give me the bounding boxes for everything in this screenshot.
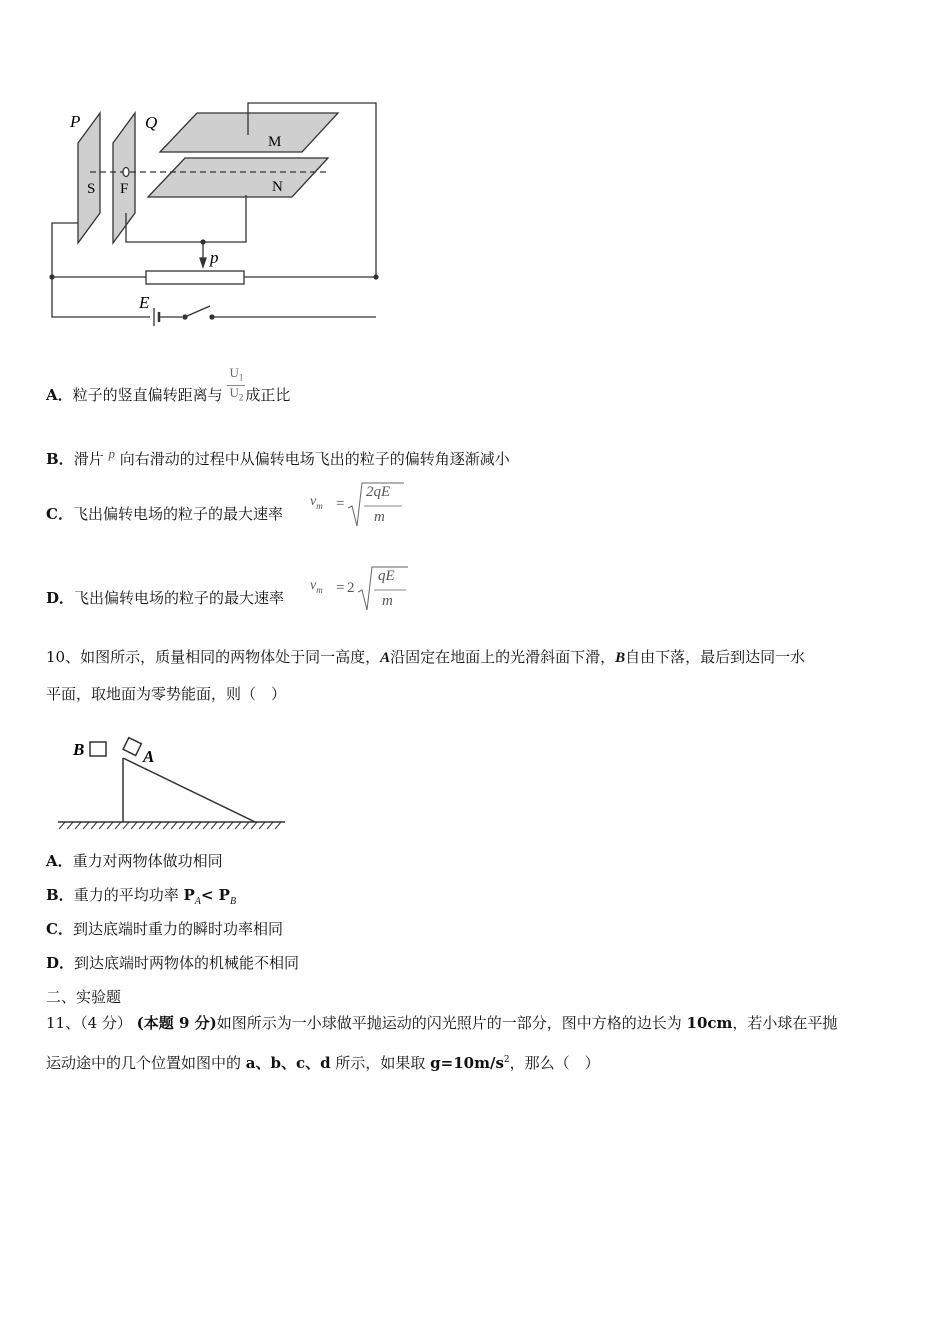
label-b: B xyxy=(73,740,85,759)
label-f: F xyxy=(120,181,129,197)
q10-option-d: D．到达底端时两物体的机械能不相同 xyxy=(46,954,300,972)
label-s: S xyxy=(87,181,96,197)
q10-option-c: C．到达底端时重力的瞬时功率相同 xyxy=(46,920,283,938)
q10-option-a: A．重力对两物体做功相同 xyxy=(46,852,223,870)
label-n: N xyxy=(272,179,283,195)
label-a: A xyxy=(143,747,155,766)
q9-option-b: B．滑片 p 向右滑动的过程中从偏转电场飞出的粒子的偏转角逐渐减小 xyxy=(46,446,510,468)
ratio-u1-u2: $\frac{U_1}{U_2}$ xyxy=(229,364,244,403)
q10-stem-line2: 平面，取地面为零势能面，则（ ） xyxy=(46,685,287,703)
label-p: P xyxy=(70,112,81,131)
plate-n xyxy=(148,158,328,197)
block-a xyxy=(123,738,141,756)
q10-option-b: B．重力的平均功率 $P_A< P_B$ xyxy=(46,886,237,907)
q10-stem-line1: 10、如图所示，质量相同的两物体处于同一高度，A沿固定在地面上的光滑斜面下滑，B自由下落，最后到达同一水 xyxy=(46,648,806,666)
label-e: E xyxy=(139,293,150,312)
vmax-formula-c: $v_m$ = 2qE m xyxy=(310,480,410,530)
incline-figure xyxy=(55,730,290,835)
q9-option-a: A．粒子的竖直偏转距离与 $\frac{U_1}{U_2}$ 成正比 xyxy=(46,364,291,404)
q9-option-d: D．飞出偏转电场的粒子的最大速率 xyxy=(46,589,285,607)
deflection-circuit-figure xyxy=(40,95,390,330)
plate-m xyxy=(160,113,338,152)
vmax-formula-d: $v_m$ = 2 qE m xyxy=(310,564,410,614)
section-title: 二、实验题 xyxy=(46,988,122,1006)
label-q: Q xyxy=(145,113,158,132)
q11-stem-line1: 11、（4 分） (本题 9 分)如图所示为一小球做平抛运动的闪光照片的一部分，图中方格的边长为 10cm，若小球在平抛 xyxy=(46,1014,838,1032)
label-m: M xyxy=(268,134,282,150)
plate-p xyxy=(78,113,100,243)
q11-stem-line2: 运动途中的几个位置如图中的 a、b、c、d 所示，如果取 $g=10m/s^2$，那么（ ） xyxy=(46,1054,600,1072)
plate-q xyxy=(113,113,135,243)
label-slider-p: p xyxy=(210,248,219,267)
block-b xyxy=(90,742,106,756)
q9-option-c: C．飞出偏转电场的粒子的最大速率 xyxy=(46,505,283,523)
